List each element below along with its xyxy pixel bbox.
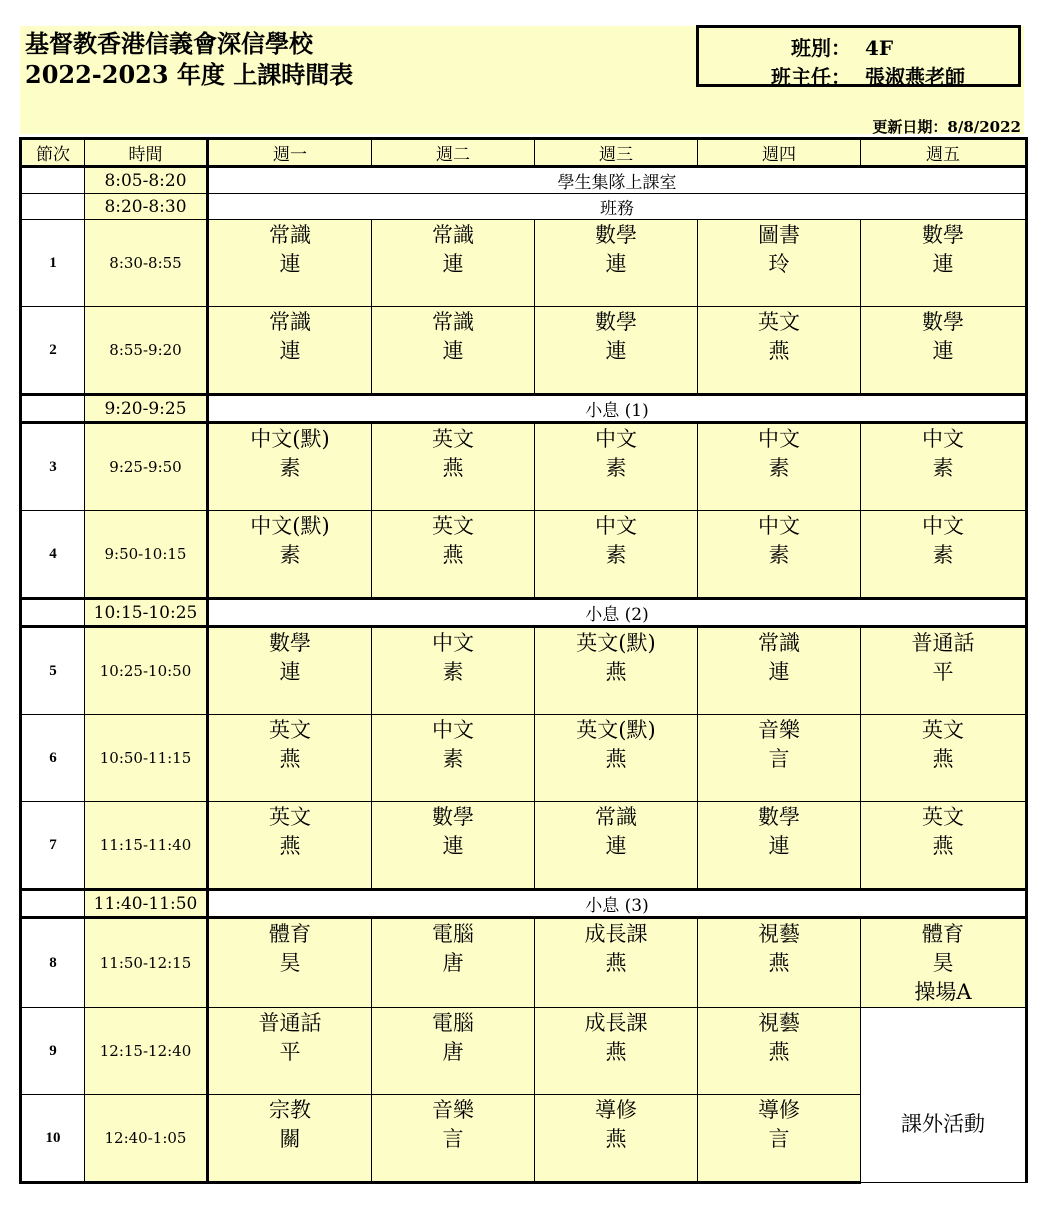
- teacher: 素: [442, 747, 464, 771]
- lesson-cell: [535, 1095, 698, 1183]
- lesson-cell: [535, 918, 698, 1008]
- period-time: 9:20-9:25: [85, 395, 208, 423]
- period-time: 8:30-8:55: [85, 220, 208, 307]
- lesson-cell: [208, 627, 372, 715]
- teacher: 連: [279, 660, 301, 684]
- lesson-cell: [372, 423, 535, 511]
- lesson-cell: [535, 1008, 698, 1095]
- period-number: [21, 890, 85, 918]
- class-row: [765, 32, 893, 61]
- teacher: 燕: [605, 1127, 627, 1151]
- subject: 視藝: [758, 1011, 800, 1035]
- header-cell: 週五: [861, 139, 1027, 167]
- subject: 中文: [595, 514, 637, 538]
- updated-date: 更新日期：8/8/2022: [872, 118, 1021, 136]
- break-row: [21, 890, 1027, 918]
- teacher: 連: [605, 834, 627, 858]
- teacher: 燕: [605, 1040, 627, 1064]
- header-cell: 週二: [372, 139, 535, 167]
- period-row: [21, 307, 1027, 395]
- subject: 圖書: [758, 223, 800, 247]
- break-label: 小息 (2): [208, 599, 1027, 627]
- header-cell: 週一: [208, 139, 372, 167]
- period-number: 5: [21, 627, 85, 715]
- subject: 常識: [595, 805, 637, 829]
- teacher-value: 張淑燕老師: [865, 65, 965, 89]
- teacher: 連: [932, 252, 954, 276]
- lesson-cell: [372, 627, 535, 715]
- lesson-cell: [208, 1095, 372, 1183]
- lesson-cell: [698, 423, 861, 511]
- subject: 常識: [269, 223, 311, 247]
- teacher: 平: [279, 1040, 301, 1064]
- lesson-cell: [861, 423, 1027, 511]
- header-cell: 週三: [535, 139, 698, 167]
- subject: 成長課: [584, 922, 648, 946]
- break-label: 班務: [208, 194, 1027, 220]
- period-number: [21, 167, 85, 194]
- subject: 英文(默): [576, 718, 656, 742]
- subject: 英文: [432, 427, 474, 451]
- teacher: 玲: [768, 252, 790, 276]
- period-row: [21, 511, 1027, 599]
- period-row: [21, 1008, 1027, 1095]
- teacher: 燕: [442, 456, 464, 480]
- lesson-cell: [372, 802, 535, 890]
- subject: 常識: [432, 310, 474, 334]
- period-number: [21, 194, 85, 220]
- period-row: [21, 627, 1027, 715]
- period-time: 12:15-12:40: [85, 1008, 208, 1095]
- period-time: 11:40-11:50: [85, 890, 208, 918]
- teacher: 言: [768, 747, 790, 771]
- lesson-cell: [698, 715, 861, 802]
- subject: 音樂: [432, 1098, 474, 1122]
- period-time: 10:15-10:25: [85, 599, 208, 627]
- period-number: 7: [21, 802, 85, 890]
- period-number: 10: [21, 1095, 85, 1183]
- lesson-cell: [208, 423, 372, 511]
- lesson-cell: [535, 423, 698, 511]
- teacher: 燕: [932, 834, 954, 858]
- lesson-cell: [861, 220, 1027, 307]
- teacher: 素: [279, 456, 301, 480]
- teacher: 連: [442, 339, 464, 363]
- subject: 數學: [595, 223, 637, 247]
- period-time: 10:50-11:15: [85, 715, 208, 802]
- header-cell: 節次: [21, 139, 85, 167]
- lesson-cell: [861, 627, 1027, 715]
- teacher: 燕: [768, 951, 790, 975]
- subject: 數學: [922, 223, 964, 247]
- period-number: 8: [21, 918, 85, 1008]
- class-info-box: [696, 25, 1021, 87]
- lesson-cell: [208, 220, 372, 307]
- lesson-cell: [208, 715, 372, 802]
- teacher: 燕: [605, 660, 627, 684]
- subject: 數學: [922, 310, 964, 334]
- lesson-cell: [535, 627, 698, 715]
- subject: 中文: [432, 718, 474, 742]
- subject: 中文: [758, 514, 800, 538]
- subject: 數學: [758, 805, 800, 829]
- subject: 英文(默): [576, 631, 656, 655]
- subject: 宗教: [269, 1098, 311, 1122]
- venue: 操場A: [914, 980, 972, 1004]
- subject: 中文: [922, 514, 964, 538]
- teacher: 素: [605, 543, 627, 567]
- subject: 中文: [922, 427, 964, 451]
- teacher: 燕: [279, 747, 301, 771]
- lesson-cell: [372, 1008, 535, 1095]
- teacher: 素: [279, 543, 301, 567]
- lesson-cell: [535, 307, 698, 395]
- subject: 數學: [432, 805, 474, 829]
- lesson-cell: [372, 307, 535, 395]
- teacher: 言: [442, 1127, 464, 1151]
- lesson-cell: [698, 220, 861, 307]
- lesson-cell: [535, 802, 698, 890]
- header-cell: 時間: [85, 139, 208, 167]
- lesson-cell: [372, 1095, 535, 1183]
- lesson-cell: [208, 307, 372, 395]
- teacher: 素: [605, 456, 627, 480]
- subject: 電腦: [432, 922, 474, 946]
- teacher-row: [765, 61, 965, 90]
- teacher: 燕: [442, 543, 464, 567]
- subject: 成長課: [584, 1011, 648, 1035]
- period-time: 10:25-10:50: [85, 627, 208, 715]
- period-number: 3: [21, 423, 85, 511]
- period-number: [21, 395, 85, 423]
- subject: 英文: [758, 310, 800, 334]
- lesson-cell: [861, 307, 1027, 395]
- school-name: 基督教香港信義會深信學校: [25, 29, 313, 58]
- teacher: 關: [279, 1127, 301, 1151]
- class-label: 班別：: [791, 36, 851, 60]
- lesson-cell: [372, 220, 535, 307]
- lesson-cell: [698, 1095, 861, 1183]
- subject: 電腦: [432, 1011, 474, 1035]
- subject: 常識: [432, 223, 474, 247]
- teacher: 素: [768, 543, 790, 567]
- teacher: 連: [932, 339, 954, 363]
- teacher: 昊: [279, 951, 301, 975]
- subject: 中文(默): [250, 514, 330, 538]
- lesson-cell: [535, 715, 698, 802]
- period-time: 11:15-11:40: [85, 802, 208, 890]
- teacher-label: 班主任：: [771, 65, 851, 89]
- teacher: 燕: [605, 747, 627, 771]
- teacher: 素: [932, 456, 954, 480]
- lesson-cell: [698, 511, 861, 599]
- subject: 英文: [922, 805, 964, 829]
- subject: 普通話: [911, 631, 975, 655]
- lesson-cell: [372, 511, 535, 599]
- lesson-cell: [698, 627, 861, 715]
- period-time: 8:55-9:20: [85, 307, 208, 395]
- subject: 普通話: [258, 1011, 322, 1035]
- subject: 英文: [922, 718, 964, 742]
- period-time: 9:50-10:15: [85, 511, 208, 599]
- subject: 中文: [758, 427, 800, 451]
- timetable: [19, 137, 1028, 1184]
- teacher: 連: [442, 834, 464, 858]
- teacher: 連: [768, 834, 790, 858]
- lesson-cell: [535, 220, 698, 307]
- break-label: 小息 (1): [208, 395, 1027, 423]
- period-time: 12:40-1:05: [85, 1095, 208, 1183]
- period-number: 4: [21, 511, 85, 599]
- subject: 英文: [269, 805, 311, 829]
- break-row: [21, 194, 1027, 220]
- teacher: 連: [605, 339, 627, 363]
- subject: 中文(默): [250, 427, 330, 451]
- period-time: 11:50-12:15: [85, 918, 208, 1008]
- subject: 體育: [922, 922, 964, 946]
- teacher: 素: [932, 543, 954, 567]
- lesson-cell: [208, 802, 372, 890]
- period-time: 8:20-8:30: [85, 194, 208, 220]
- break-label: 小息 (3): [208, 890, 1027, 918]
- teacher: 連: [768, 660, 790, 684]
- lesson-cell: [861, 918, 1027, 1008]
- lesson-cell: [208, 511, 372, 599]
- period-row: [21, 802, 1027, 890]
- teacher: 燕: [768, 1040, 790, 1064]
- period-row: [21, 715, 1027, 802]
- teacher: 連: [605, 252, 627, 276]
- break-label: 學生集隊上課室: [208, 167, 1027, 194]
- subject: 中文: [595, 427, 637, 451]
- teacher: 昊: [932, 951, 954, 975]
- lesson-cell: [372, 918, 535, 1008]
- subject: 數學: [595, 310, 637, 334]
- teacher: 燕: [768, 339, 790, 363]
- teacher: 言: [768, 1127, 790, 1151]
- period-number: 6: [21, 715, 85, 802]
- period-time: 8:05-8:20: [85, 167, 208, 194]
- lesson-cell: [861, 511, 1027, 599]
- teacher: 燕: [605, 951, 627, 975]
- header-cell: 週四: [698, 139, 861, 167]
- header-row: [21, 139, 1027, 167]
- subject: 導修: [758, 1098, 800, 1122]
- teacher: 素: [768, 456, 790, 480]
- teacher: 燕: [932, 747, 954, 771]
- subject: 英文: [432, 514, 474, 538]
- lesson-cell: [698, 307, 861, 395]
- period-number: 2: [21, 307, 85, 395]
- teacher: 平: [932, 660, 954, 684]
- subject: 體育: [269, 922, 311, 946]
- teacher: 素: [442, 660, 464, 684]
- lesson-cell: [208, 1008, 372, 1095]
- lesson-cell: [208, 918, 372, 1008]
- teacher: 唐: [442, 1040, 464, 1064]
- period-row: [21, 918, 1027, 1008]
- teacher: 連: [442, 252, 464, 276]
- extracurricular-activity: 課外活動: [861, 1008, 1027, 1183]
- lesson-cell: [535, 511, 698, 599]
- period-number: 1: [21, 220, 85, 307]
- period-number: 9: [21, 1008, 85, 1095]
- lesson-cell: [698, 1008, 861, 1095]
- subject: 數學: [269, 631, 311, 655]
- teacher: 唐: [442, 951, 464, 975]
- teacher: 燕: [279, 834, 301, 858]
- break-row: [21, 167, 1027, 194]
- class-value: 4F: [865, 36, 894, 60]
- period-row: [21, 423, 1027, 511]
- lesson-cell: [861, 715, 1027, 802]
- subject: 常識: [269, 310, 311, 334]
- subject: 視藝: [758, 922, 800, 946]
- lesson-cell: [698, 918, 861, 1008]
- period-row: [21, 220, 1027, 307]
- subject: 中文: [432, 631, 474, 655]
- subject: 導修: [595, 1098, 637, 1122]
- break-row: [21, 599, 1027, 627]
- period-time: 9:25-9:50: [85, 423, 208, 511]
- subject: 常識: [758, 631, 800, 655]
- teacher: 連: [279, 339, 301, 363]
- lesson-cell: [861, 802, 1027, 890]
- year-title: 2022-2023 年度 上課時間表: [25, 60, 354, 89]
- subject: 音樂: [758, 718, 800, 742]
- school-title: [25, 28, 353, 90]
- subject: 英文: [269, 718, 311, 742]
- teacher: 連: [279, 252, 301, 276]
- lesson-cell: [372, 715, 535, 802]
- lesson-cell: [698, 802, 861, 890]
- break-row: [21, 395, 1027, 423]
- period-number: [21, 599, 85, 627]
